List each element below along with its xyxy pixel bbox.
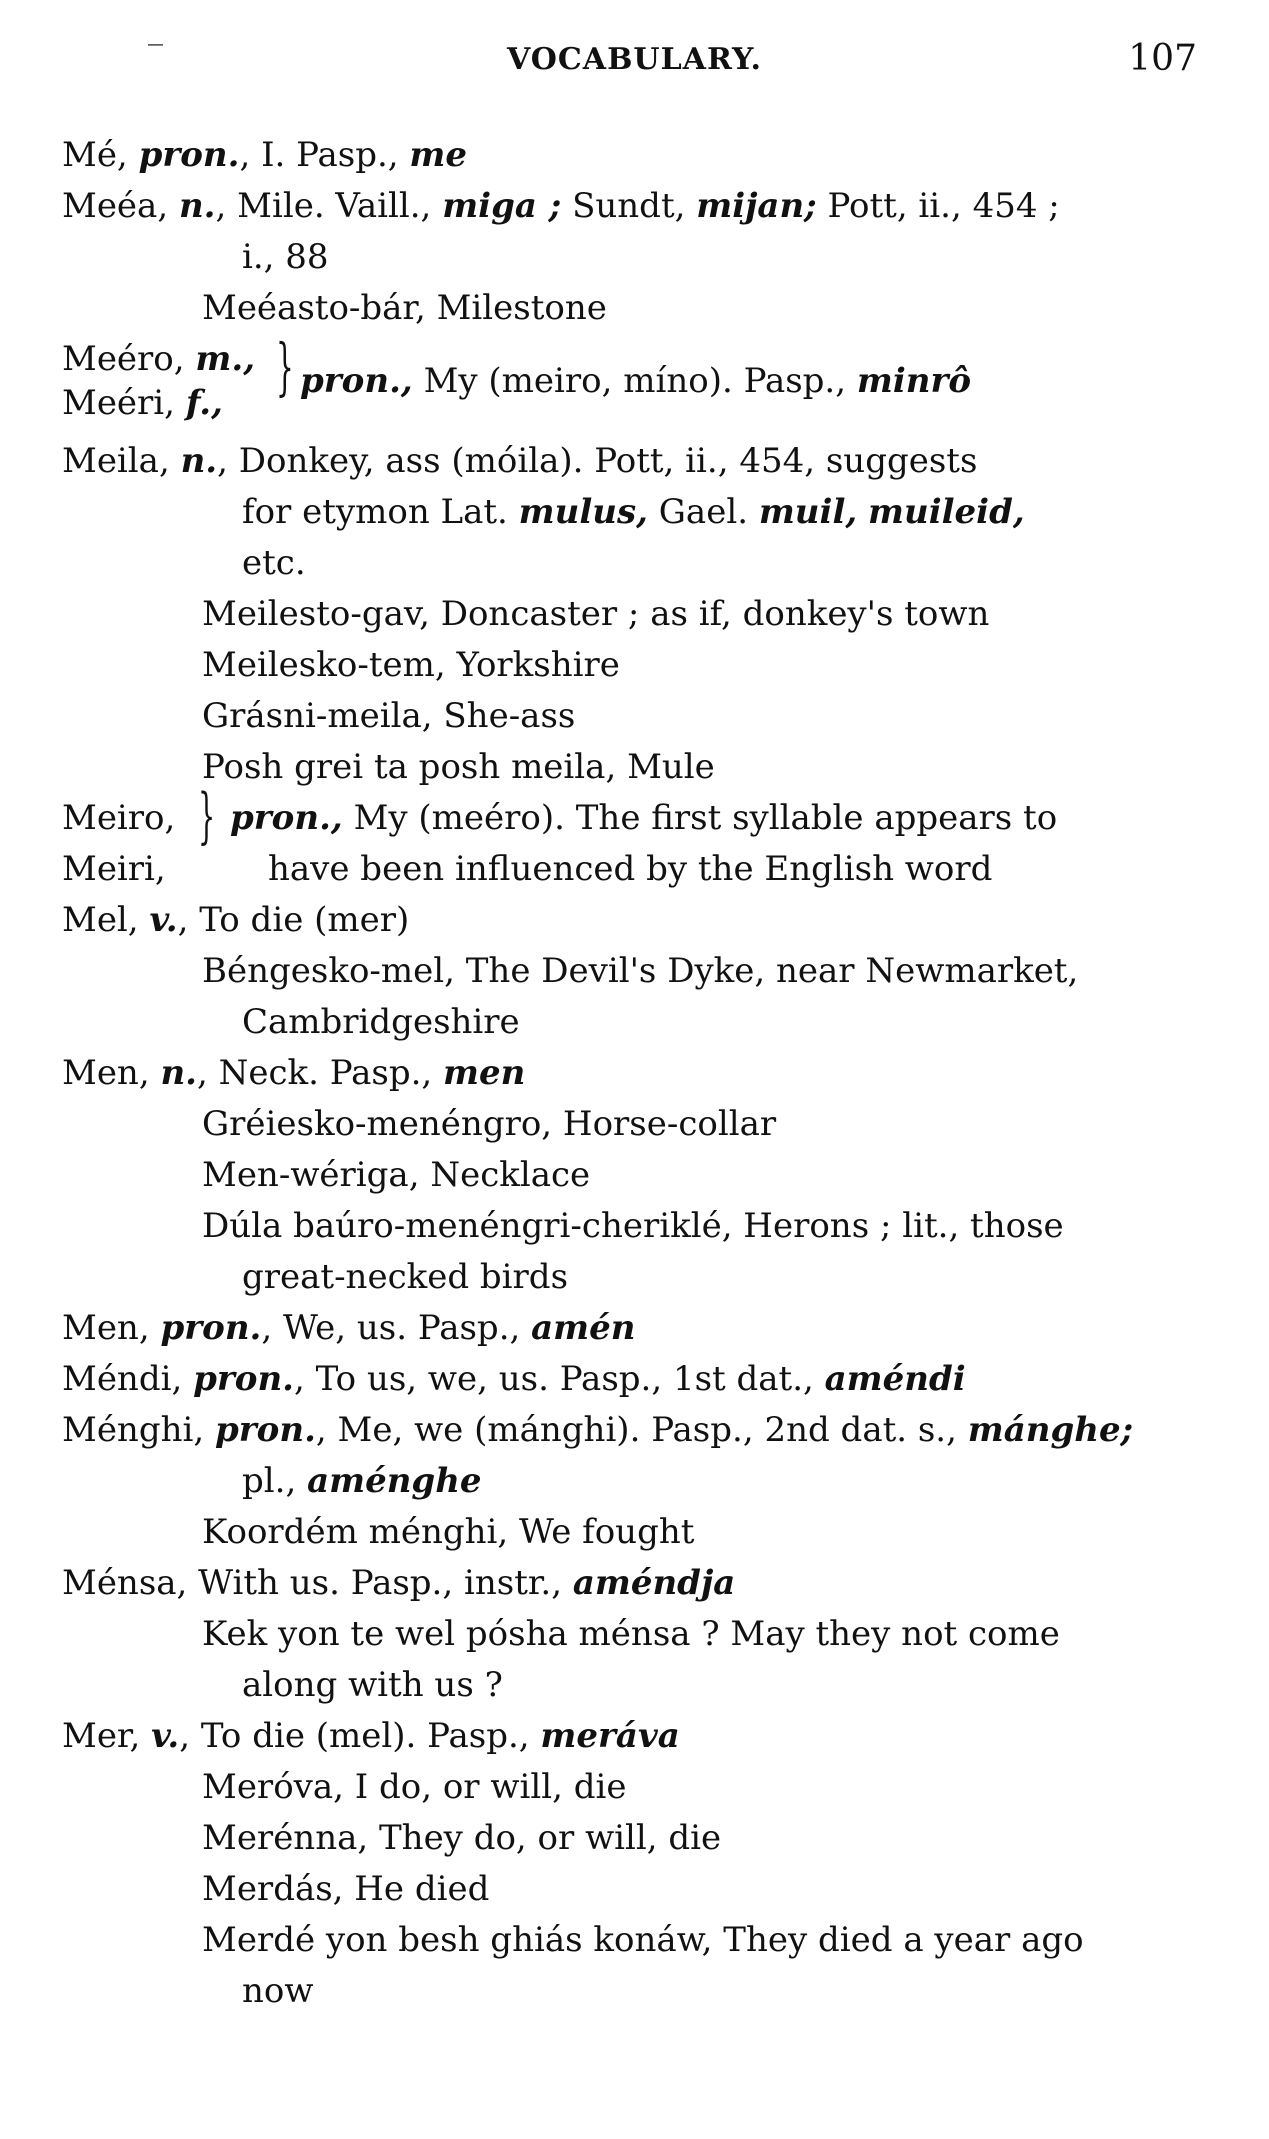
subentry-text: Grásni-meila, She-ass	[202, 696, 576, 736]
part-of-speech: n.	[178, 186, 216, 226]
entry-meea	[62, 181, 1060, 232]
subentry	[202, 283, 607, 334]
part-of-speech: pron.,	[230, 798, 343, 838]
part-of-speech: n.	[180, 441, 218, 481]
subentry-text: Béngesko-mel, The Devil's Dyke, near Newmarket,	[202, 951, 1079, 991]
subentry-text: Men-wériga, Necklace	[202, 1155, 591, 1195]
part-of-speech: pron.	[138, 135, 240, 175]
definition: With us. Pasp., instr.,	[198, 1563, 573, 1603]
subentry-text: Meróva, I do, or will, die	[202, 1767, 627, 1807]
cognate: améndja	[572, 1563, 736, 1603]
subentry	[202, 691, 575, 742]
reference-text: pl.,	[242, 1461, 308, 1501]
subentry	[202, 1609, 1060, 1660]
definition: , We, us. Pasp.,	[261, 1308, 532, 1348]
entry-men-pron	[62, 1303, 635, 1354]
cognate: mulus,	[518, 492, 648, 532]
headword: Meiro,	[62, 798, 176, 838]
headword: Meéa,	[62, 186, 179, 226]
cognate: amén	[531, 1308, 636, 1348]
part-of-speech: v.	[149, 900, 178, 940]
subentry	[202, 1915, 1084, 1966]
reference-text: Pott, ii., 454 ;	[816, 186, 1060, 226]
headword: Men,	[62, 1053, 161, 1093]
subentry-text: Posh grei ta posh meila, Mule	[202, 747, 715, 787]
headword: Méndi,	[62, 1359, 194, 1399]
subentry	[202, 1201, 1064, 1252]
cognate: minrô	[856, 361, 972, 401]
subentry-text: along with us ?	[242, 1665, 503, 1705]
part-of-speech: m.,	[195, 339, 256, 379]
definition: , Me, we (mánghi). Pasp., 2nd dat. s.,	[315, 1410, 968, 1450]
definition: , Neck. Pasp.,	[197, 1053, 444, 1093]
brace-glyph: }	[276, 330, 294, 403]
subentry-text: Dúla baúro-menéngri-cheriklé, Herons ; lit., those	[202, 1206, 1064, 1246]
subentry-text: Merénna, They do, or will, die	[202, 1818, 722, 1858]
headword: Meila,	[62, 441, 181, 481]
subentry-text: Koordém ménghi, We fought	[202, 1512, 695, 1552]
definition: , I. Pasp.,	[239, 135, 410, 175]
headword: Meéri,	[62, 383, 186, 423]
subentry-text: Kek yon te wel pósha ménsa ? May they not come	[202, 1614, 1060, 1654]
entry-meiro	[62, 793, 175, 844]
entry-me	[62, 130, 467, 181]
subentry-text: Meéasto-bár, Milestone	[202, 288, 607, 328]
entry-continuation	[242, 1252, 568, 1303]
subentry-text: Merdé yon besh ghiás konáw, They died a year ago	[202, 1920, 1084, 1960]
entry-continuation	[242, 232, 329, 283]
entry-mendi	[62, 1354, 966, 1405]
cognate: améndi	[824, 1359, 966, 1399]
subentry-text: Cambridgeshire	[242, 1002, 520, 1042]
entry-meila	[62, 436, 977, 487]
entry-men-neck	[62, 1048, 525, 1099]
subentry	[202, 1150, 590, 1201]
page-header	[0, 36, 1269, 86]
definition: , To us, we, us. Pasp., 1st dat.,	[294, 1359, 825, 1399]
entry-continuation	[242, 1966, 313, 2017]
entry-meiri	[62, 844, 166, 895]
entry-continuation	[242, 997, 520, 1048]
reference-text: Gael.	[647, 492, 759, 532]
cognate: men	[443, 1053, 526, 1093]
cognate: muil,	[758, 492, 858, 532]
entry-continuation	[242, 538, 306, 589]
headword: Ménghi,	[62, 1410, 215, 1450]
definition: , Donkey, ass (móila). Pott, ii., 454, suggests	[217, 441, 978, 481]
subentry-text: now	[242, 1971, 314, 2011]
entry-menghi	[62, 1405, 1133, 1456]
subentry	[202, 1507, 694, 1558]
entry-continuation	[242, 1456, 482, 1507]
headword: Meéro,	[62, 339, 196, 379]
definition: My (meiro, míno). Pasp.,	[412, 361, 857, 401]
headword: Men,	[62, 1308, 161, 1348]
brace-glyph: }	[198, 781, 216, 851]
subentry	[202, 1864, 489, 1915]
reference-text: for etymon Lat.	[242, 492, 519, 532]
subentry	[202, 1762, 626, 1813]
part-of-speech: pron.	[160, 1308, 262, 1348]
subentry	[202, 1813, 721, 1864]
entry-continuation	[268, 844, 992, 895]
reference-text: etc.	[242, 543, 306, 583]
headword: Mé,	[62, 135, 139, 175]
part-of-speech: n.	[160, 1053, 198, 1093]
headword: Mel,	[62, 900, 150, 940]
subentry-text: Gréiesko-menéngro, Horse-collar	[202, 1104, 777, 1144]
running-title: VOCABULARY.	[507, 42, 762, 77]
header-mark: ‾	[148, 40, 163, 75]
entry-meeri	[62, 378, 223, 429]
reference-text: i., 88	[242, 237, 329, 277]
cognate: aménghe	[307, 1461, 482, 1501]
cognate: muileid,	[868, 492, 1025, 532]
shared-definition	[230, 793, 1057, 844]
part-of-speech: pron.,	[300, 361, 413, 401]
headword: Ménsa,	[62, 1563, 199, 1603]
subentry	[202, 946, 1078, 997]
subentry-text: great-necked birds	[242, 1257, 569, 1297]
subentry	[202, 1099, 776, 1150]
cognate: mánghe;	[967, 1410, 1134, 1450]
part-of-speech: v.	[151, 1716, 180, 1756]
definition: , Mile. Vaill.,	[215, 186, 443, 226]
subentry-text: Merdás, He died	[202, 1869, 490, 1909]
subentry	[202, 640, 620, 691]
cognate: meráva	[540, 1716, 680, 1756]
page-number: 107	[1128, 38, 1197, 79]
reference-text: Sundt,	[561, 186, 697, 226]
cognate: miga ;	[442, 186, 562, 226]
definition: , To die (mer)	[177, 900, 410, 940]
shared-definition	[300, 356, 971, 407]
entry-continuation	[242, 487, 1025, 538]
part-of-speech: pron.	[193, 1359, 295, 1399]
entry-mel	[62, 895, 409, 946]
part-of-speech: f.,	[185, 383, 223, 423]
subentry-text: Meilesto-gav, Doncaster ; as if, donkey's town	[202, 594, 990, 634]
headword: Mer,	[62, 1716, 152, 1756]
subentry-text: Meilesko-tem, Yorkshire	[202, 645, 620, 685]
subentry	[202, 742, 715, 793]
part-of-speech: pron.	[214, 1410, 316, 1450]
entry-mensa	[62, 1558, 735, 1609]
cognate: me	[409, 135, 468, 175]
entry-mer	[62, 1711, 680, 1762]
definition: My (meéro). The first syllable appears to	[342, 798, 1058, 838]
entry-continuation	[242, 1660, 503, 1711]
reference-text	[857, 492, 868, 532]
headword: Meiri,	[62, 849, 166, 889]
definition: have been influenced by the English word	[268, 849, 993, 889]
cognate: mijan;	[696, 186, 817, 226]
definition: , To die (mel). Pasp.,	[179, 1716, 541, 1756]
subentry	[202, 589, 989, 640]
